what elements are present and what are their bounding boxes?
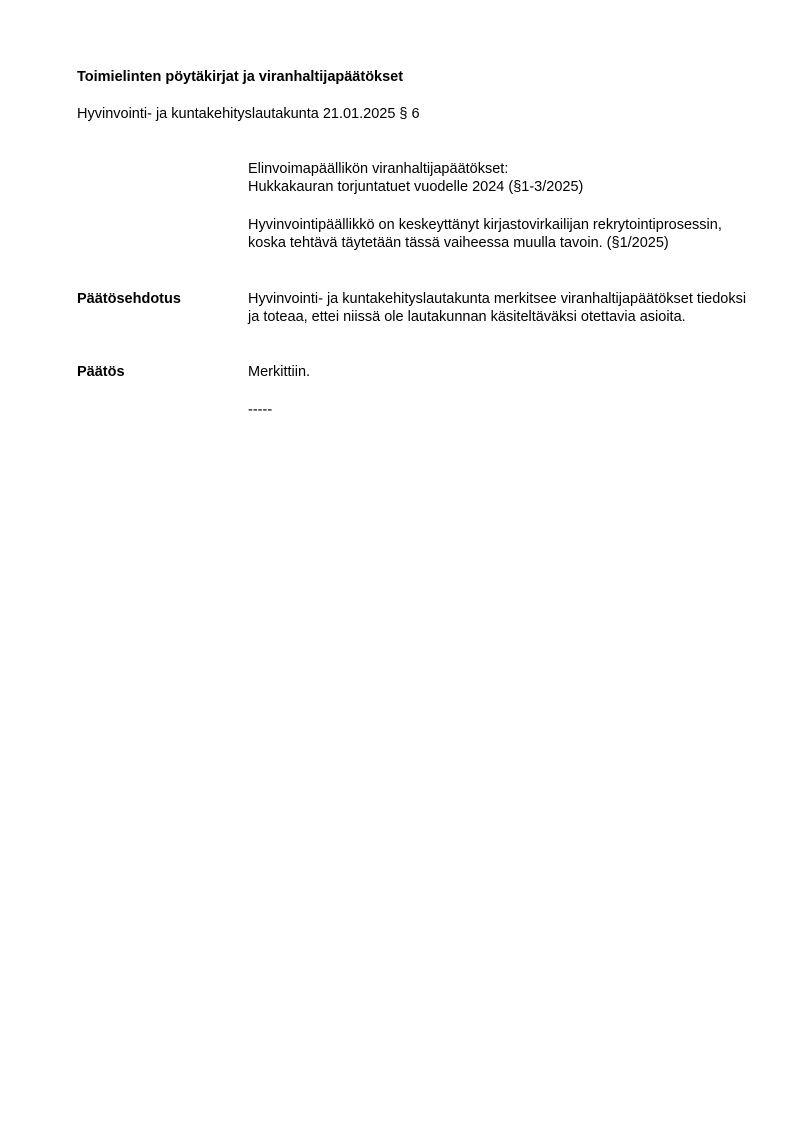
end-separator: ----- bbox=[248, 402, 273, 418]
intro-line-1: Elinvoimapäällikön viranhaltijapäätökset: bbox=[248, 161, 509, 177]
document-title: Toimielinten pöytäkirjat ja viranhaltijapäätökset bbox=[77, 69, 404, 85]
proposal-body: Hyvinvointi- ja kuntakehityslautakunta merkitsee viranhaltijapäätökset tiedoksi ja toteaa, ettei niissä ole lautakunnan käsiteltäväksi otettavia asioita. bbox=[248, 291, 747, 325]
decision-label: Päätös bbox=[77, 364, 125, 380]
recruitment-pause-note bbox=[248, 216, 748, 252]
intro-line-2: Hukkakauran torjuntatuet vuodelle 2024 (§1-3/2025) bbox=[248, 179, 584, 195]
decision-text bbox=[248, 363, 748, 381]
proposal-text bbox=[248, 290, 748, 326]
proposal-label: Päätösehdotus bbox=[77, 291, 181, 307]
pause-note-text: Hyvinvointipäällikkö on keskeyttänyt kirjastovirkailijan rekrytointiprosessin, koska tehtävä täytetään tässä vaiheessa muulla tavoin. (§1/2025) bbox=[248, 217, 722, 251]
decision-body: Merkittiin. bbox=[248, 364, 311, 380]
decisions-intro bbox=[248, 160, 748, 196]
meeting-reference: Hyvinvointi- ja kuntakehityslautakunta 21.01.2025 § 6 bbox=[77, 106, 420, 122]
